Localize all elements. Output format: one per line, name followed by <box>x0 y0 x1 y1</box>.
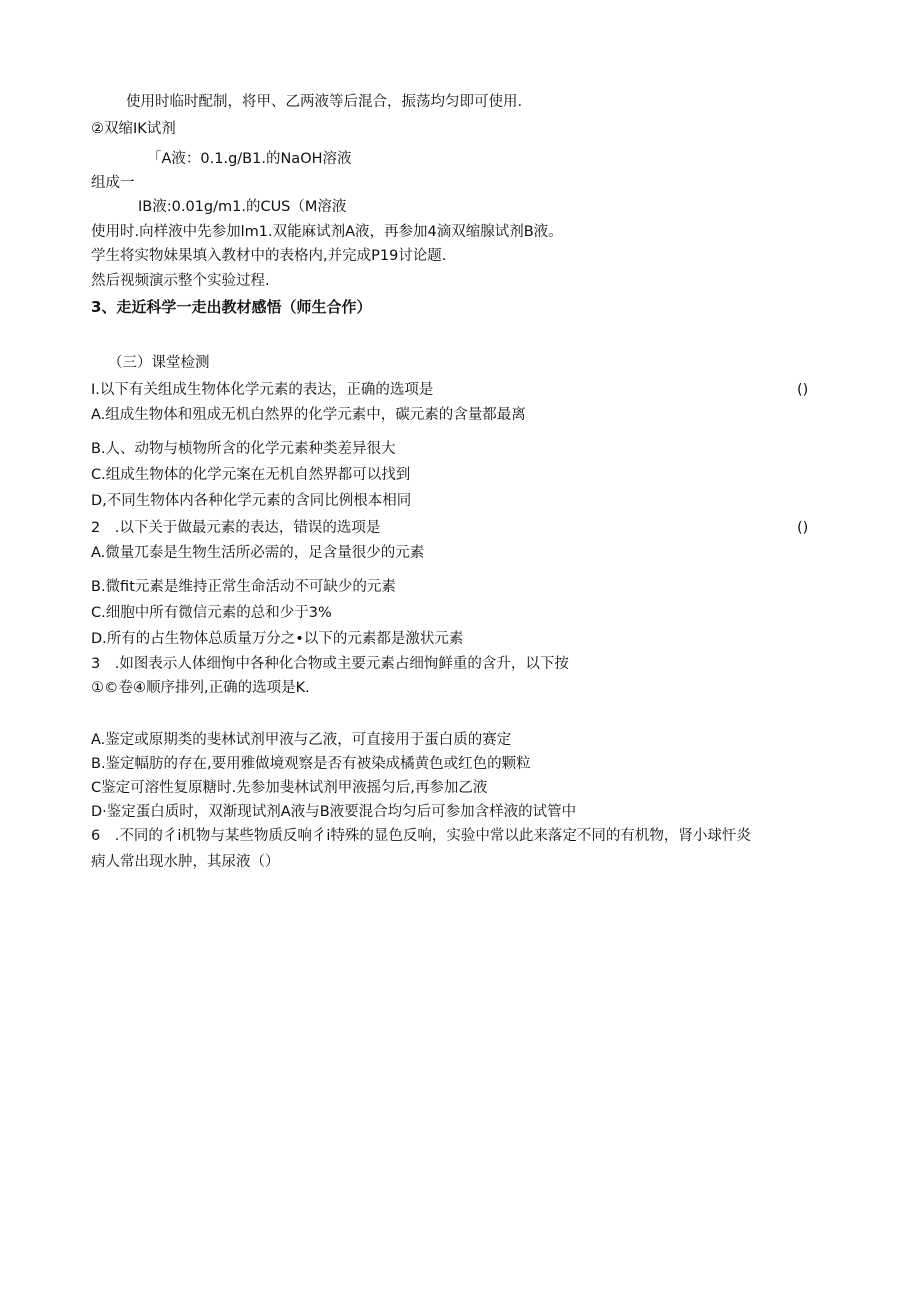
option-b: B.人、动物与桢物所含的化学元素种类差异很大 <box>91 441 396 457</box>
section-heading: （三）课堂检测 <box>108 355 210 371</box>
text-line: 然后视频演示整个实验过程. <box>91 273 270 289</box>
answer-paren: () <box>797 520 809 536</box>
option-d: D,不同生物体内各种化学元素的含同比例根本相同 <box>91 493 412 509</box>
option-c: C鉴定可溶性复原糖时.先参加斐林试剂甲液摇匀后,再参加乙液 <box>91 780 488 796</box>
text-line: 使用时.向样液中先参加lm1.双能麻试剂A液，再参加4滴双缩腺试剂B液。 <box>91 224 563 240</box>
option-a: A.组成生物体和殂成无机白然界的化学元素中，碳元素的含量都最离 <box>91 407 526 423</box>
subsection-heading: ②双缩IK试剂 <box>91 121 176 137</box>
option-a: A.鉴定或原期类的斐林试剂甲液与乙液，可直接用于蛋白质的赛定 <box>91 732 512 748</box>
question-6-continued: 病人常出现水肿，其尿液（） <box>91 854 280 870</box>
section-heading: 3、走近科学一走出教材感悟（师生合作） <box>91 298 372 316</box>
text-line: 「A液：0.1.g/B1.的NaOH溶液 <box>147 151 352 167</box>
question-2 <box>91 518 831 538</box>
option-b: B.微fit元素是维持正常生命活动不可缺少的元素 <box>91 579 396 595</box>
question-text: I.以下有关组成生物体化学元素的表达，正确的选项是 <box>91 382 434 398</box>
answer-paren: () <box>797 382 809 398</box>
text-line: 使用时临时配制，将甲、乙两液等后混合，振荡均匀即可使用. <box>126 94 523 110</box>
option-a: A.微量兀泰是生物生活所必需的，足含量很少的元素 <box>91 545 425 561</box>
option-d: D.所有的占生物体总质量万分之•以下的元素都是激状元素 <box>91 631 464 647</box>
question-3-continued: ①©卷④顺序排列,正确的选项是K. <box>91 680 310 696</box>
text-line: IB液:0.01g/m1.的CUS（M溶液 <box>138 199 347 215</box>
option-c: C.组成生物体的化学元案在无机自然界都可以找到 <box>91 467 411 483</box>
question-text: 2 .以下关于做最元素的表达，错误的选项是 <box>91 520 381 536</box>
text-line: 组成一 <box>91 175 135 191</box>
option-d: D·鉴定蛋白质时，双渐现试剂A液与B液要混合均匀后可参加含样液的试管中 <box>91 804 577 820</box>
option-c: C.细胞中所有微信元素的总和少于3% <box>91 605 332 621</box>
question-6: 6 .不同的彳i机物与某些物质反响彳i特殊的显色反响，实验中常以此来落定不同的有机物，肾小球忓炎 <box>91 828 751 844</box>
option-b: B.鉴定幅肪的存在,要用雅做境观察是否有被染成橘黄色或红色的颗粒 <box>91 756 531 772</box>
question-3: 3 .如图表示人体细恂中各种化合物或主要元素占细恂鲜重的含升，以下按 <box>91 656 569 672</box>
question-1 <box>91 380 831 400</box>
text-line: 学生将实物妹果填入教材中的表格内,并完成P19讨论题. <box>91 248 447 264</box>
